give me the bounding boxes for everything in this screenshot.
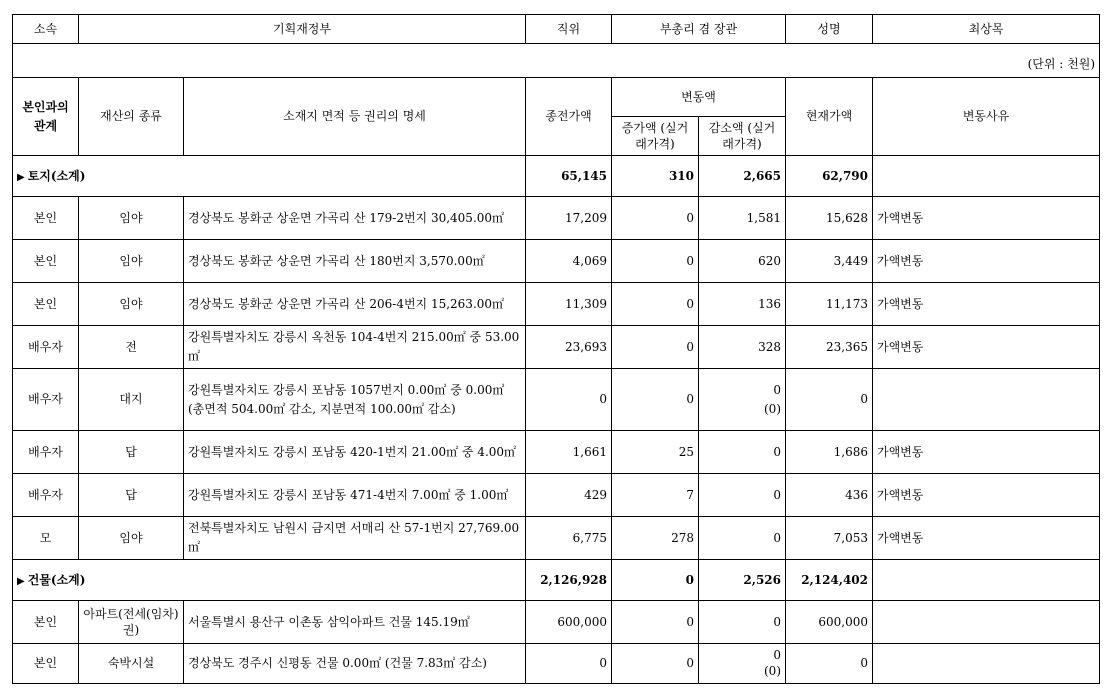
row-reason: 가액변동 <box>873 240 1100 283</box>
row-asset-type: 임야 <box>79 283 184 326</box>
table-row <box>13 283 1100 326</box>
row-description: 경상북도 봉화군 상운면 가곡리 산 206-4번지 15,263.00㎡ <box>184 283 526 326</box>
building-subtotal-label: ▶ 건물(소계) <box>13 560 526 601</box>
row-dec-cell <box>699 369 786 431</box>
row-relation: 본인 <box>13 240 79 283</box>
affiliation-label: 소속 <box>13 15 79 44</box>
row-reason <box>873 369 1100 431</box>
land-subtotal-prev: 65,145 <box>526 156 612 197</box>
row-prev: 600,000 <box>526 601 612 644</box>
row-description: 강원특별자치도 강릉시 포남동 471-4번지 7.00㎡ 중 1.00㎡ <box>184 474 526 517</box>
row-reason: 가액변동 <box>873 517 1100 560</box>
column-header-row-1 <box>13 78 1100 117</box>
row-relation: 배우자 <box>13 326 79 369</box>
row-asset-type: 임야 <box>79 240 184 283</box>
row-prev: 429 <box>526 474 612 517</box>
row-relation: 본인 <box>13 644 79 684</box>
table-row <box>13 369 1100 431</box>
position-label: 직위 <box>526 15 612 44</box>
affiliation-value: 기획재정부 <box>79 15 526 44</box>
name-label: 성명 <box>786 15 873 44</box>
col-relation: 본인과의 관계 <box>13 78 79 156</box>
header-row <box>13 15 1100 44</box>
row-cur: 15,628 <box>786 197 873 240</box>
row-cur: 23,365 <box>786 326 873 369</box>
row-prev: 23,693 <box>526 326 612 369</box>
building-subtotal-inc: 0 <box>612 560 699 601</box>
row-dec: 0 <box>699 474 786 517</box>
row-prev: 6,775 <box>526 517 612 560</box>
row-dec-cell <box>699 644 786 684</box>
row-cur: 0 <box>786 369 873 431</box>
row-inc: 0 <box>612 644 699 684</box>
table-row <box>13 601 1100 644</box>
row-prev: 0 <box>526 644 612 684</box>
building-subtotal-reason <box>873 560 1100 601</box>
row-cur: 1,686 <box>786 431 873 474</box>
row-dec: 328 <box>699 326 786 369</box>
row-dec: 620 <box>699 240 786 283</box>
building-subtotal-row <box>13 560 1100 601</box>
col-current-value: 현재가액 <box>786 78 873 156</box>
row-reason <box>873 644 1100 684</box>
row-relation: 배우자 <box>13 474 79 517</box>
col-decrease: 감소액 (실거래가격) <box>699 117 786 156</box>
col-change: 변동액 <box>612 78 786 117</box>
table-row <box>13 326 1100 369</box>
row-inc: 0 <box>612 240 699 283</box>
row-asset-type: 숙박시설 <box>79 644 184 684</box>
row-dec-paren: (0) <box>764 663 781 678</box>
land-subtotal-inc: 310 <box>612 156 699 197</box>
row-cur: 0 <box>786 644 873 684</box>
row-reason: 가액변동 <box>873 197 1100 240</box>
row-reason <box>873 601 1100 644</box>
land-subtotal-cur: 62,790 <box>786 156 873 197</box>
land-subtotal-label: ▶ 토지(소계) <box>13 156 526 197</box>
land-subtotal-row <box>13 156 1100 197</box>
row-reason: 가액변동 <box>873 474 1100 517</box>
building-subtotal-prev: 2,126,928 <box>526 560 612 601</box>
row-inc: 0 <box>612 197 699 240</box>
name-value: 최상목 <box>873 15 1100 44</box>
row-dec-paren: (0) <box>764 401 781 416</box>
row-prev: 4,069 <box>526 240 612 283</box>
row-reason: 가액변동 <box>873 283 1100 326</box>
row-relation: 모 <box>13 517 79 560</box>
row-asset-type: 임야 <box>79 197 184 240</box>
row-cur: 436 <box>786 474 873 517</box>
row-reason: 가액변동 <box>873 431 1100 474</box>
building-subtotal-cur: 2,124,402 <box>786 560 873 601</box>
row-reason: 가액변동 <box>873 326 1100 369</box>
row-prev: 1,661 <box>526 431 612 474</box>
table-row <box>13 431 1100 474</box>
row-cur: 600,000 <box>786 601 873 644</box>
position-value: 부총리 겸 장관 <box>612 15 786 44</box>
row-dec: 136 <box>699 283 786 326</box>
row-description: 경상북도 경주시 신평동 건물 0.00㎡ (건물 7.83㎡ 감소) <box>184 644 526 684</box>
triangle-right-icon: ▶ <box>17 171 25 183</box>
row-inc: 0 <box>612 369 699 431</box>
row-description: 전북특별자치도 남원시 금지면 서매리 산 57-1번지 27,769.00㎡ <box>184 517 526 560</box>
asset-disclosure-page <box>12 14 1100 684</box>
row-asset-type: 전 <box>79 326 184 369</box>
row-relation: 배우자 <box>13 431 79 474</box>
table-row <box>13 474 1100 517</box>
row-dec: 0 <box>773 647 781 662</box>
row-asset-type: 답 <box>79 431 184 474</box>
col-reason: 변동사유 <box>873 78 1100 156</box>
row-cur: 3,449 <box>786 240 873 283</box>
land-subtotal-dec: 2,665 <box>699 156 786 197</box>
triangle-right-icon: ▶ <box>17 575 25 587</box>
col-description: 소재지 면적 등 권리의 명세 <box>184 78 526 156</box>
unit-note: (단위 : 천원) <box>13 44 1100 78</box>
row-asset-type: 대지 <box>79 369 184 431</box>
row-inc: 0 <box>612 283 699 326</box>
row-asset-type: 답 <box>79 474 184 517</box>
row-relation: 본인 <box>13 601 79 644</box>
row-prev: 11,309 <box>526 283 612 326</box>
row-prev: 0 <box>526 369 612 431</box>
table-row <box>13 644 1100 684</box>
row-inc: 0 <box>612 326 699 369</box>
table-row <box>13 197 1100 240</box>
row-relation: 본인 <box>13 197 79 240</box>
col-increase: 증가액 (실거래가격) <box>612 117 699 156</box>
asset-table <box>12 14 1100 684</box>
row-description: 경상북도 봉화군 상운면 가곡리 산 180번지 3,570.00㎡ <box>184 240 526 283</box>
col-asset-type: 재산의 종류 <box>79 78 184 156</box>
row-cur: 7,053 <box>786 517 873 560</box>
table-row <box>13 240 1100 283</box>
row-inc: 278 <box>612 517 699 560</box>
row-asset-type: 임야 <box>79 517 184 560</box>
row-cur: 11,173 <box>786 283 873 326</box>
row-dec: 0 <box>699 431 786 474</box>
col-prev-value: 종전가액 <box>526 78 612 156</box>
building-subtotal-dec: 2,526 <box>699 560 786 601</box>
row-dec: 0 <box>699 601 786 644</box>
row-dec: 0 <box>699 517 786 560</box>
row-description: 경상북도 봉화군 상운면 가곡리 산 179-2번지 30,405.00㎡ <box>184 197 526 240</box>
row-description: 서울특별시 용산구 이촌동 삼익아파트 건물 145.19㎡ <box>184 601 526 644</box>
table-row <box>13 517 1100 560</box>
row-inc: 7 <box>612 474 699 517</box>
unit-row <box>13 44 1100 78</box>
row-prev: 17,209 <box>526 197 612 240</box>
row-dec: 0 <box>773 382 781 397</box>
row-dec: 1,581 <box>699 197 786 240</box>
row-inc: 25 <box>612 431 699 474</box>
row-relation: 본인 <box>13 283 79 326</box>
land-subtotal-reason <box>873 156 1100 197</box>
row-description: 강원특별자치도 강릉시 포남동 420-1번지 21.00㎡ 중 4.00㎡ <box>184 431 526 474</box>
row-description: 강원특별자치도 강릉시 옥천동 104-4번지 215.00㎡ 중 53.00㎡ <box>184 326 526 369</box>
row-description: 강원특별자치도 강릉시 포남동 1057번지 0.00㎡ 중 0.00㎡ (총면적 504.00㎡ 감소, 지분면적 100.00㎡ 감소) <box>184 369 526 431</box>
row-relation: 배우자 <box>13 369 79 431</box>
row-asset-type: 아파트(전세(임차)권) <box>79 601 184 644</box>
row-inc: 0 <box>612 601 699 644</box>
